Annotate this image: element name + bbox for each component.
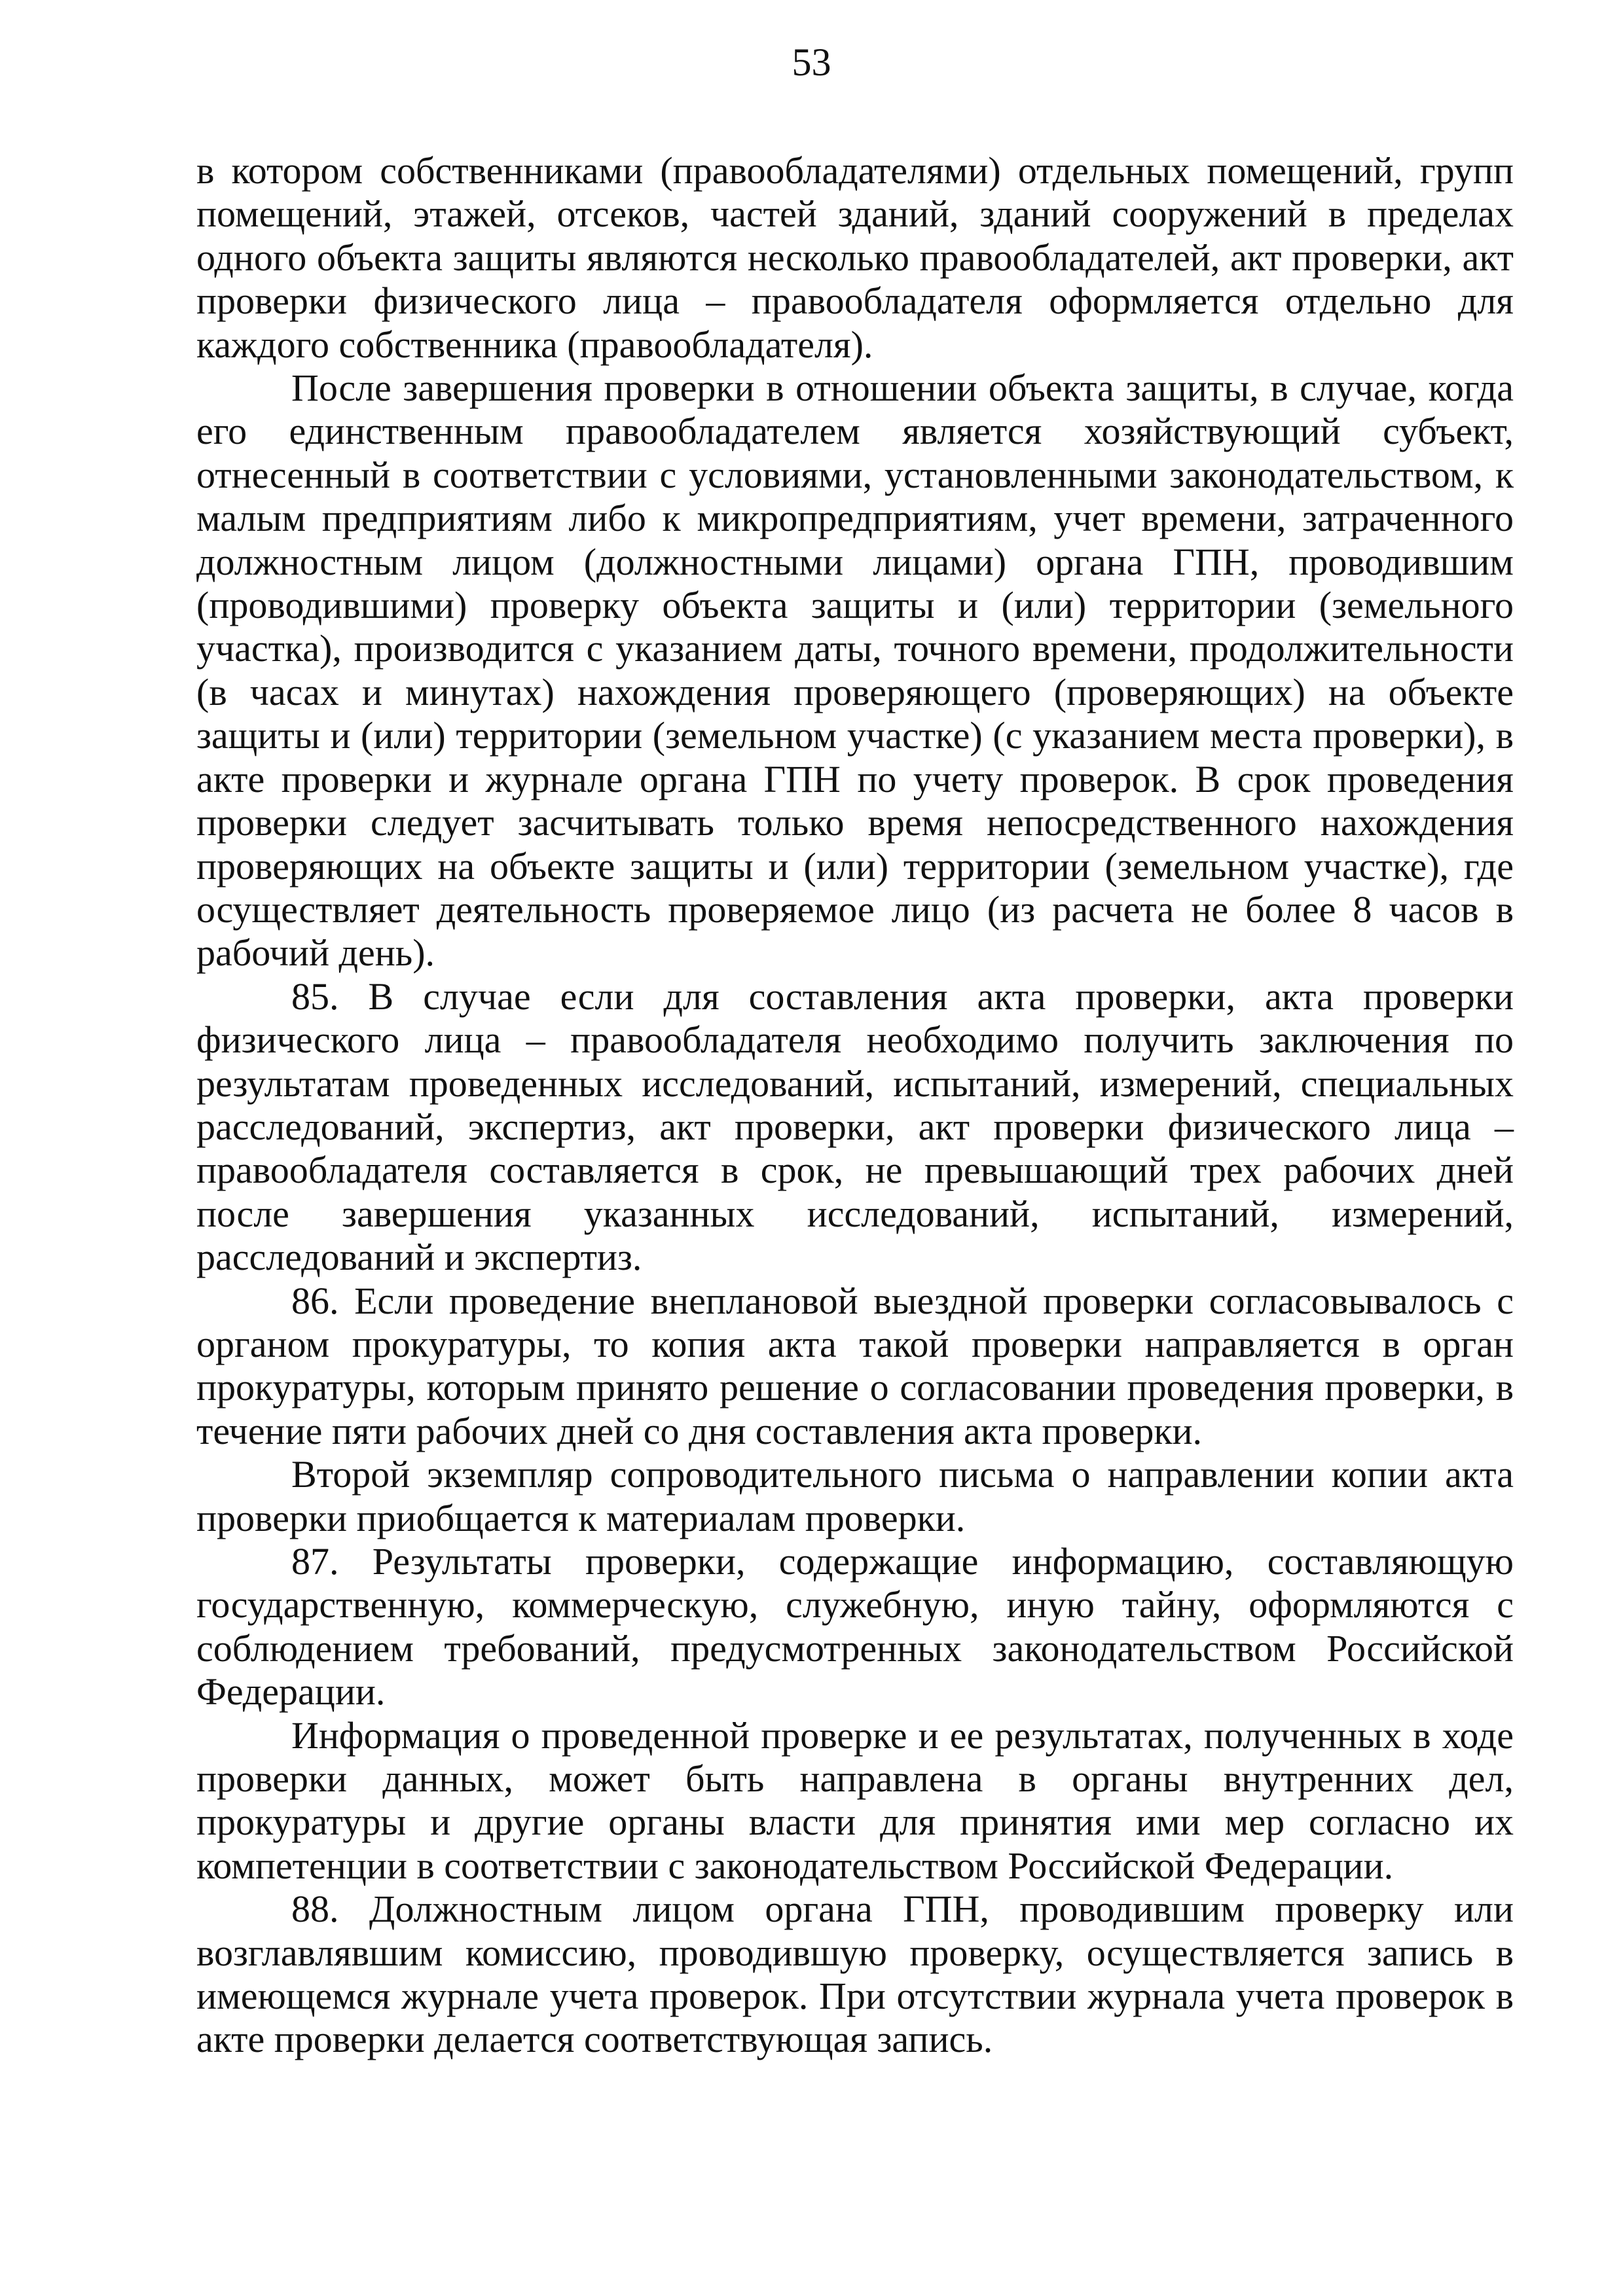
paragraph-88: 88. Должностным лицом органа ГПН, проводившим проверку или возглавлявшим комиссию, проводившую проверку, осуществляется запись в имеющемся журнале учета проверок. При отсутствии журнала учета проверок в акте проверки делается соответствующая запись. — [196, 1888, 1514, 2061]
paragraph-86: 86. Если проведение внеплановой выездной проверки согласовывалось с органом прокуратуры, то копия акта такой проверки направляется в орган прокуратуры, которым принято решение о согласовании проведения проверки, в течение пяти рабочих дней со дня составления акта проверки. — [196, 1279, 1514, 1452]
page-number: 53 — [792, 41, 831, 84]
document-body — [196, 149, 1514, 2062]
paragraph-time-accounting: После завершения проверки в отношении объекта защиты, в случае, когда его единственным правообладателем является хозяйствующий субъект, отнесенный в соответствии с условиями, установленными законодательством, к малым предприятиям либо к микропредприятиям, учет времени, затраченного должностным лицом (должностными лицами) органа ГПН, проводившим (проводившими) проверку объекта защиты и (или) территории (земельного участка), производится с указанием даты, точного времени, продолжительности (в часах и минутах) нахождения проверяющего (проверяющих) на объекте защиты и (или) территории (земельном участке) (с указанием места проверки), в акте проверки и журнале органа ГПН по учету проверок. В срок проведения проверки следует засчитывать только время непосредственного нахождения проверяющих на объекте защиты и (или) территории (земельном участке), где осуществляет деятельность проверяемое лицо (из расчета не более 8 часов в рабочий день). — [196, 367, 1514, 975]
paragraph-continuation: в котором собственниками (правообладателями) отдельных помещений, групп помещений, этажей, отсеков, частей зданий, зданий сооружений в пределах одного объекта защиты являются несколько правообладателей, акт проверки, акт проверки физического лица – правообладателя оформляется отдельно для каждого собственника (правообладателя). — [196, 149, 1514, 366]
paragraph-87: 87. Результаты проверки, содержащие информацию, составляющую государственную, коммерческую, служебную, иную тайну, оформляются с соблюдением требований, предусмотренных законодательством Российской Федерации. — [196, 1540, 1514, 1713]
paragraph-87-information: Информация о проведенной проверке и ее результатах, полученных в ходе проверки данных, может быть направлена в органы внутренних дел, прокуратуры и другие органы власти для принятия ими мер согласно их компетенции в соответствии с законодательством Российской Федерации. — [196, 1713, 1514, 1887]
paragraph-85: 85. В случае если для составления акта проверки, акта проверки физического лица – правообладателя необходимо получить заключения по результатам проведенных исследований, испытаний, измерений, специальных расследований, экспертиз, акт проверки, акт проверки физического лица – правообладателя составляется в срок, не превышающий трех рабочих дней после завершения указанных исследований, испытаний, измерений, расследований и экспертиз. — [196, 975, 1514, 1279]
paragraph-86-second-copy: Второй экземпляр сопроводительного письма о направлении копии акта проверки приобщается к материалам проверки. — [196, 1453, 1514, 1539]
